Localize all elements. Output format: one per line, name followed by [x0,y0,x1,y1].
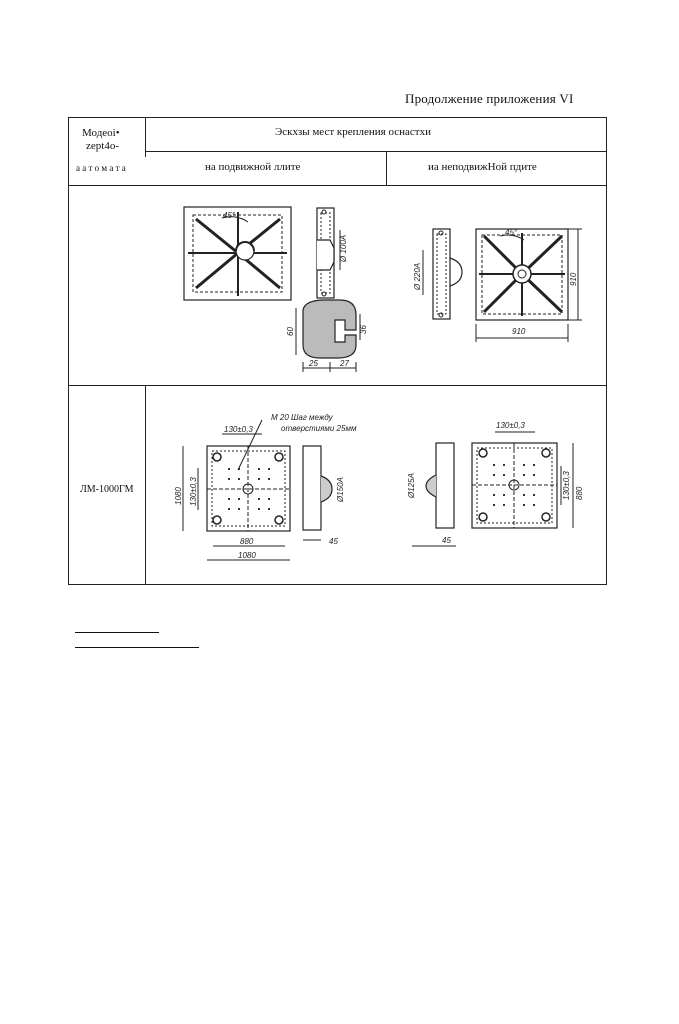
moving-plate-front-view [184,207,291,300]
page-heading: Продолжение приложения VI [405,91,574,106]
lm1000-moving-plate-side [303,446,345,546]
t-slot-section [286,300,368,372]
column-header-moving-plate: на подвижной ллите [205,161,301,173]
dim-130v-right: 130±0,3 [562,471,571,500]
dim-36: 36 [359,325,368,334]
footnote-line-short [75,632,159,633]
dim-910-vertical: 910 [569,272,578,286]
model-header-line2: zept4o- [86,140,119,152]
dim-25: 25 [309,359,318,368]
footnote-line-long [75,647,199,648]
lm1000-fixed-plate-front [472,421,584,528]
note-line2: отверстиями 25мм [281,424,357,433]
note-line1: М 20 Шаг между [271,413,333,422]
dim-dia-right: Ø 220A [413,262,422,290]
dim-910-horizontal: 910 [512,327,526,336]
angle-label-left: 45° [223,211,236,220]
model-header-line1: Модeoi• [82,127,120,139]
model-header-line3: a a т о м а т а [76,163,126,173]
dim-880v-right: 880 [575,486,584,500]
column-header-fixed-plate: иа неподвижНой пдите [428,161,537,173]
dim-dia-left: Ø 100A [339,234,348,262]
dim-dia125: Ø125A [407,473,416,498]
moving-plate-side-view [317,208,348,298]
sketch-header: Эскхзы мест крепления оснастхи [275,126,431,138]
fixed-plate-front-view [476,228,582,342]
dim-45-right: 45 [442,536,451,545]
dim-27: 27 [340,359,349,368]
dim-dia150: Ø150A [336,477,345,502]
dim-130-left: 130±0,3 [224,425,253,434]
row2-model-name: ЛМ-1000ГМ [80,484,134,495]
dim-1080h-left: 1080 [238,551,256,560]
fixed-plate-side-view [413,229,462,319]
dim-45-left: 45 [329,537,338,546]
dim-880: 880 [240,537,254,546]
dim-1080v-left: 1080 [174,487,183,505]
dim-60: 60 [286,327,295,336]
angle-label-right: 45° [505,228,518,237]
dim-130v-left: 130±0,3 [189,477,198,506]
lm1000-fixed-plate-side [407,443,456,546]
dim-130-right: 130±0,3 [496,421,525,430]
